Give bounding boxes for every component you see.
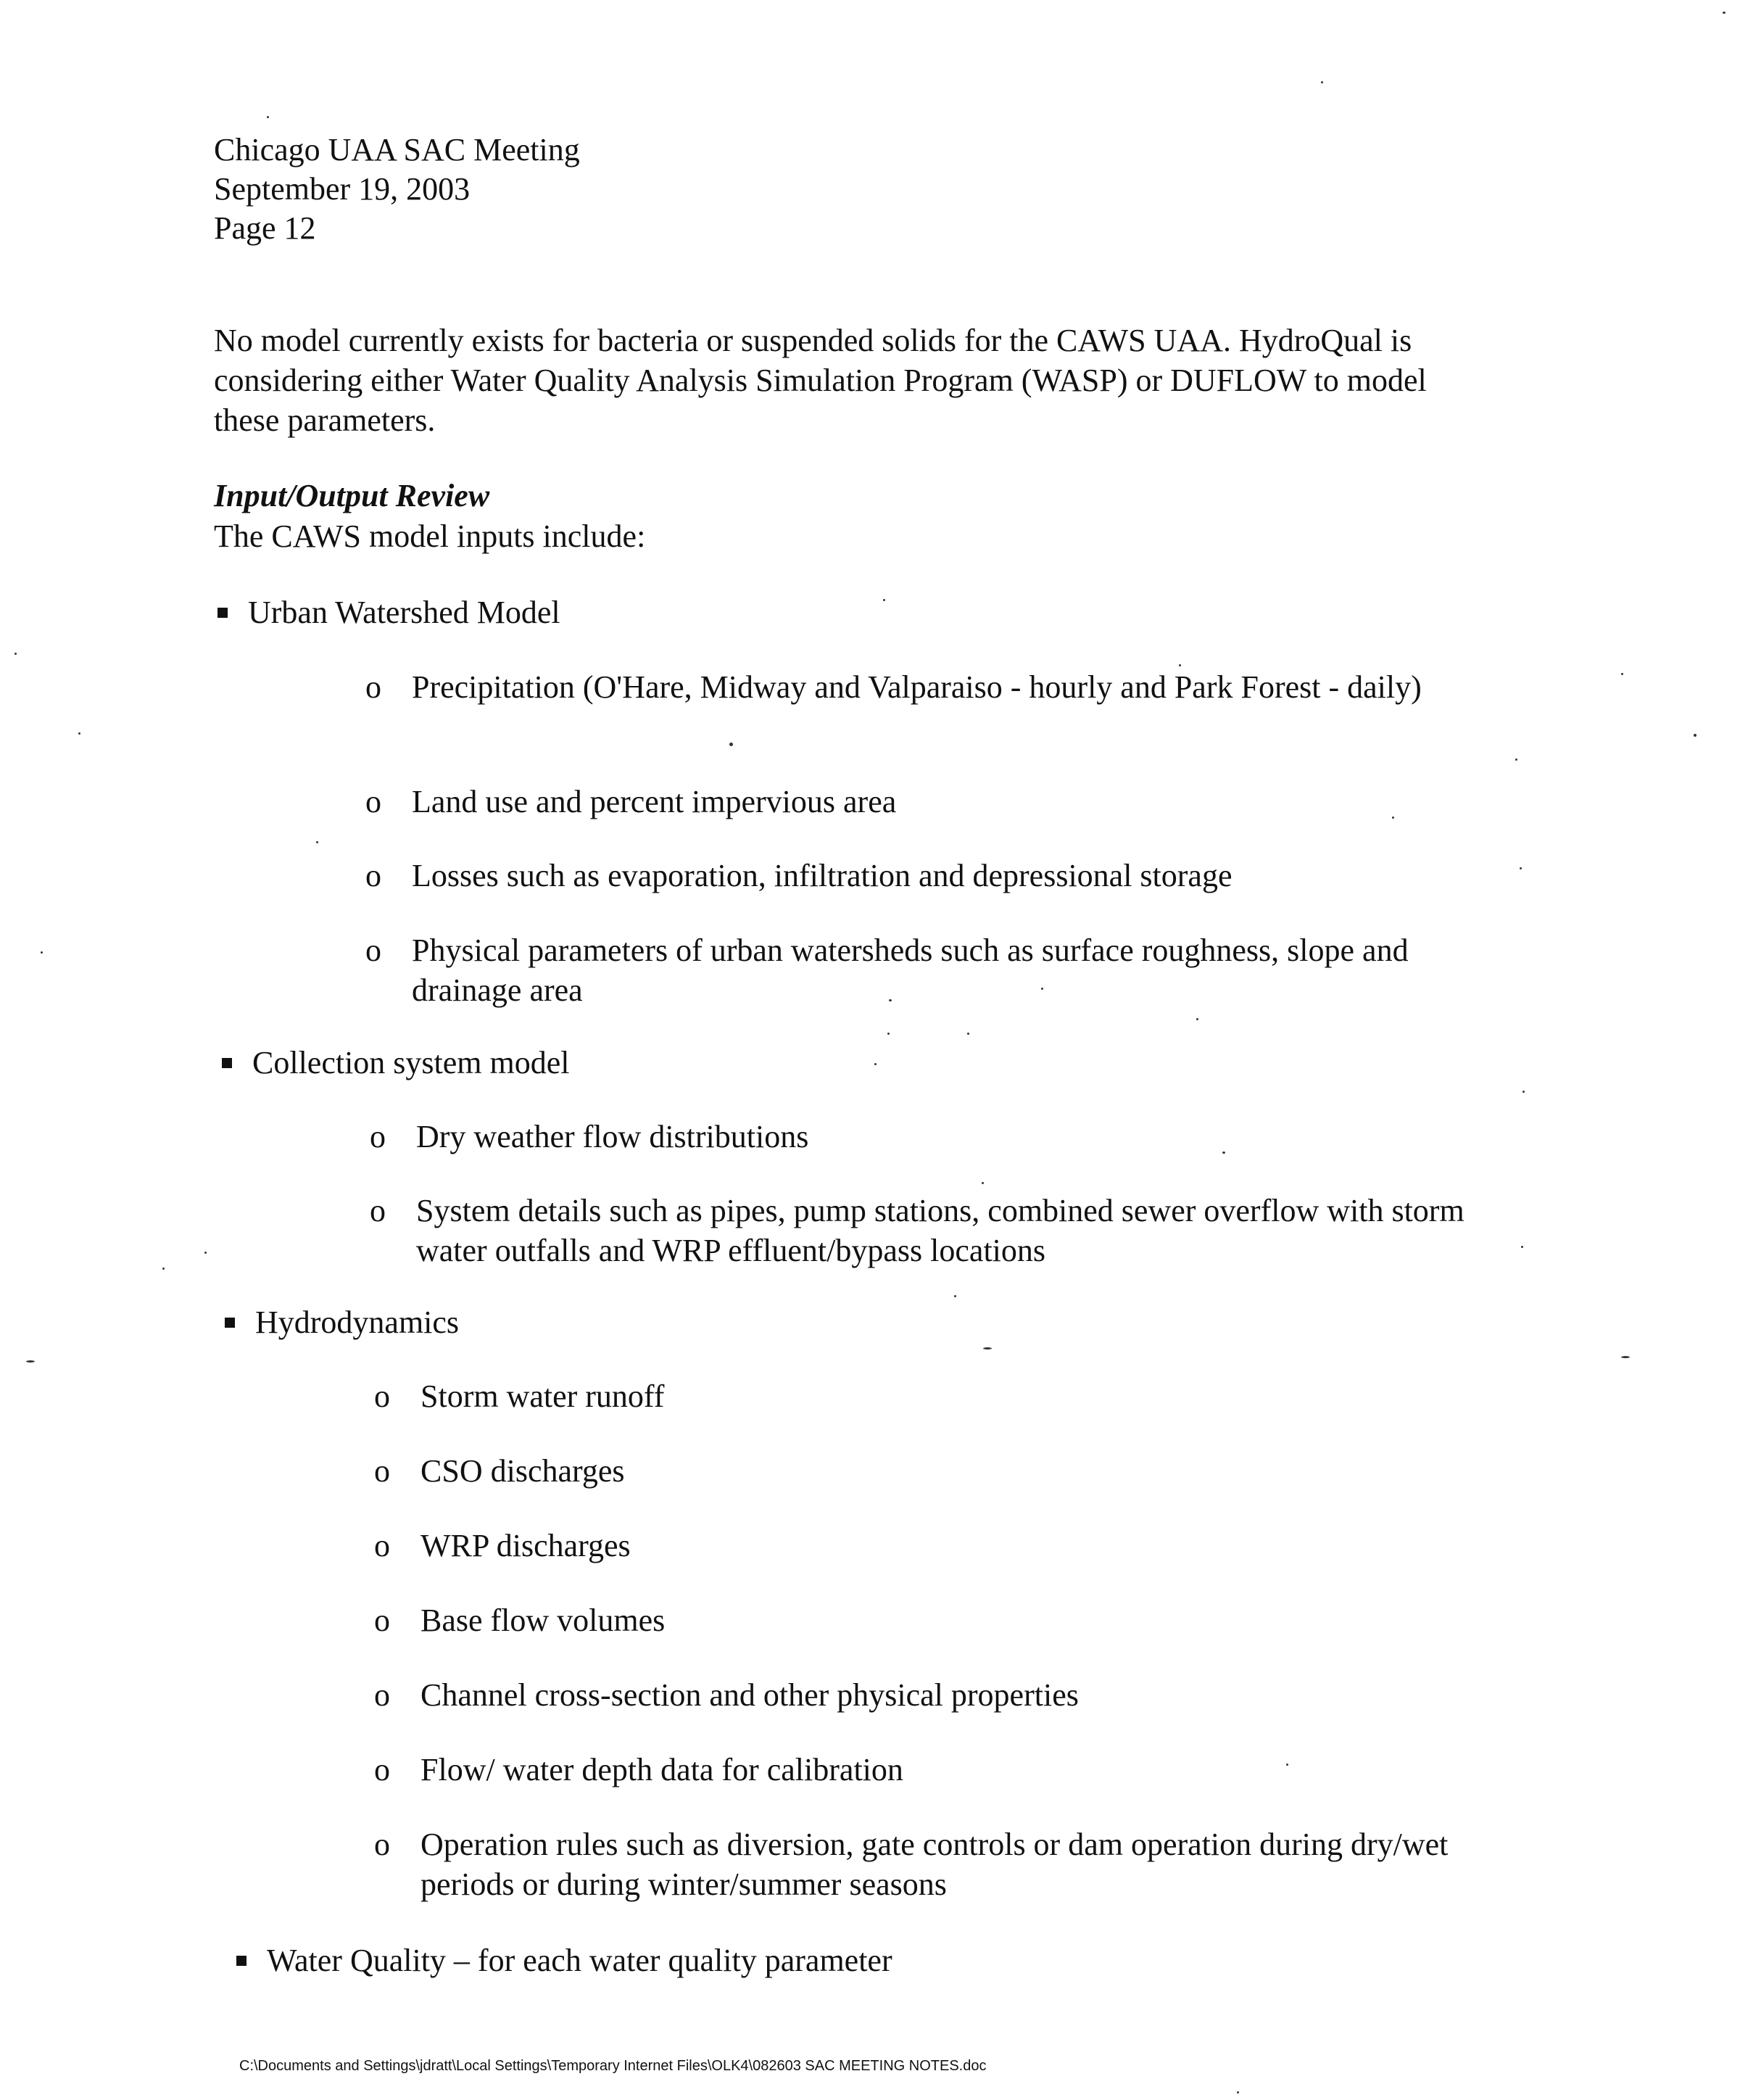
header-page-number: Page 12 [214,210,316,246]
scan-speck [1196,1018,1198,1020]
list-item-text: Flow/ water depth data for calibration [420,1752,903,1787]
square-bullet-icon [225,1318,235,1328]
list-item [374,1451,1534,1491]
square-bullet-icon [236,1956,246,1966]
scan-speck [1321,81,1323,83]
header-date: September 19, 2003 [214,171,471,207]
scan-speck [1522,1091,1525,1093]
scan-speck [1621,673,1623,675]
circle-bullet-icon: o [374,1752,390,1787]
list-item [370,1117,1530,1157]
circle-bullet-icon: o [374,1827,390,1862]
bullet-urban-watershed-model [218,592,560,632]
list-item [370,1191,1530,1270]
list-item-text: Land use and percent impervious area [412,784,897,819]
header-meeting-title: Chicago UAA SAC Meeting [214,132,580,168]
list-item-text: Precipitation (O'Hare, Midway and Valparaiso - hourly and Park Forest - daily) [412,669,1422,705]
list-item [365,856,1525,896]
circle-bullet-icon: o [365,669,381,705]
bullet-label: Urban Watershed Model [248,595,560,630]
list-item [365,930,1525,1010]
scan-speck [41,951,43,954]
section-intro: The CAWS model inputs include: [214,518,646,554]
scan-speck [1521,1246,1523,1248]
scan-speck [1515,758,1517,761]
circle-bullet-icon: o [374,1378,390,1414]
scan-speck [267,116,269,118]
list-item-text: Channel cross-section and other physical properties [420,1677,1079,1713]
scan-speck [954,1295,956,1297]
scan-speck [316,841,318,843]
scan-speck [1041,988,1043,990]
scan-speck [967,1033,969,1035]
bullet-hydrodynamics [225,1302,459,1342]
scan-speck [883,599,885,601]
square-bullet-icon [222,1058,232,1068]
list-item [374,1526,1534,1566]
scan-speck [14,653,17,655]
scan-speck [204,1252,207,1254]
list-item [374,1750,1534,1790]
scan-speck [26,1360,35,1363]
list-item-text: WRP discharges [420,1528,631,1563]
list-item [374,1376,1534,1416]
square-bullet-icon [218,608,228,618]
bullet-label: Hydrodynamics [255,1305,460,1340]
list-item-text: System details such as pipes, pump stations, combined sewer overflow with storm water outfalls and WRP effluent/bypass locations [416,1193,1464,1268]
scan-speck [729,743,733,746]
list-item-text: Base flow volumes [420,1603,666,1638]
list-item-text: Physical parameters of urban watersheds such as surface roughness, slope and drainage area [412,933,1409,1008]
list-item [374,1824,1534,1904]
list-item [374,1600,1534,1640]
circle-bullet-icon: o [370,1119,386,1154]
circle-bullet-icon: o [365,784,381,819]
list-item [365,667,1525,747]
scan-speck [1392,817,1394,819]
section-heading: Input/Output Review [214,478,490,513]
scan-speck [1621,1356,1630,1358]
bullet-label: Collection system model [252,1045,570,1080]
list-item-text: Storm water runoff [420,1378,665,1414]
circle-bullet-icon: o [365,933,381,968]
list-item-text: Dry weather flow distributions [416,1119,809,1154]
bullet-collection-system-model [222,1043,570,1083]
scan-speck [162,1268,165,1270]
scan-speck [1237,2091,1239,2093]
scan-speck [1286,1764,1288,1766]
circle-bullet-icon: o [374,1453,390,1489]
scan-speck [1694,734,1696,737]
document-header [214,131,580,248]
intro-paragraph: No model currently exists for bacteria or suspended solids for the CAWS UAA. HydroQual is considering either Water Quality Analysis Simulation Program (WASP) or DUFLOW to model these parameters. [214,323,1427,438]
scan-speck [78,732,80,735]
circle-bullet-icon: o [374,1528,390,1563]
scan-speck [982,1182,984,1184]
scan-speck [1520,867,1522,869]
circle-bullet-icon: o [374,1603,390,1638]
bullet-water-quality [236,1940,892,1980]
circle-bullet-icon: o [370,1193,386,1228]
scan-speck [874,1063,877,1065]
list-item-text: Operation rules such as diversion, gate controls or dam operation during dry/wet periods or during winter/summer seasons [420,1827,1449,1902]
scan-speck [1179,664,1181,666]
circle-bullet-icon: o [365,858,381,893]
circle-bullet-icon: o [374,1677,390,1713]
scan-speck [983,1347,992,1349]
scan-speck [1222,1152,1225,1154]
scan-speck [889,999,892,1001]
list-item-text: CSO discharges [420,1453,625,1489]
list-item [365,782,1525,822]
scan-speck [887,1033,890,1035]
bullet-label: Water Quality – for each water quality parameter [267,1943,892,1978]
list-item [374,1675,1534,1715]
footer-file-path: C:\Documents and Settings\jdratt\Local Settings\Temporary Internet Files\OLK4\082603 SAC MEETING NOTES.doc [239,2058,987,2074]
scan-speck [1723,12,1726,14]
list-item-text: Losses such as evaporation, infiltration and depressional storage [412,858,1232,893]
